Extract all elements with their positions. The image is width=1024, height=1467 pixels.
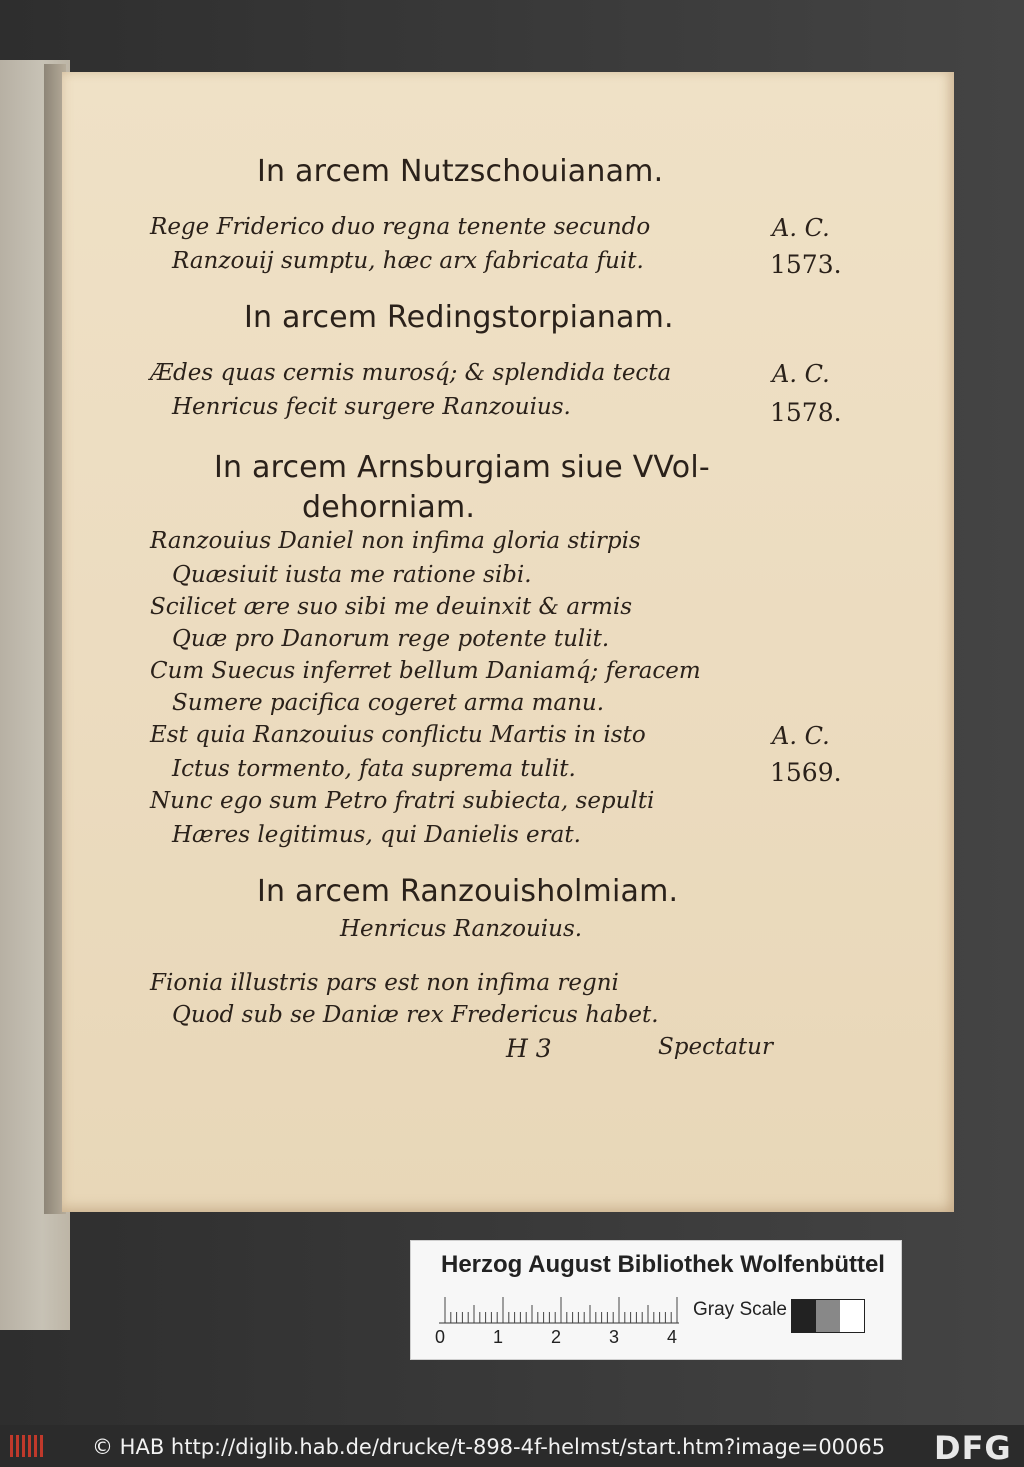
verse-line: Quod sub se Daniæ rex Fredericus habet. (172, 1002, 659, 1028)
verse-line: Hæres legitimus, qui Danielis erat. (172, 822, 581, 848)
author-name: Henricus Ranzouius. (340, 916, 583, 942)
ruler-scale (439, 1295, 679, 1325)
anno-label: A. C. (772, 722, 830, 750)
verse-line: Sumere pacifica cogeret arma manu. (172, 690, 605, 716)
library-label-card (410, 1240, 902, 1360)
hab-logo-icon (8, 1431, 48, 1461)
heading-redingstorpianam: In arcem Redingstorpianam. (244, 300, 674, 335)
year: 1578. (770, 398, 842, 427)
heading-ranzouisholmiam: In arcem Ranzouisholmiam. (257, 874, 679, 909)
year: 1569. (770, 758, 842, 787)
ruler-number: 1 (493, 1327, 504, 1347)
ruler-number: 2 (551, 1327, 562, 1347)
verse-line: Quæ pro Danorum rege potente tulit. (172, 626, 610, 652)
verse-line: Nunc ego sum Petro fratri subiecta, sepulti (150, 788, 655, 814)
year: 1573. (770, 250, 842, 279)
copyright-url[interactable]: © HAB http://diglib.hab.de/drucke/t-898-4f-helmst/start.htm?image=00065 (92, 1435, 886, 1459)
heading-arnsburgiam: In arcem Arnsburgiam siue VVol- (214, 450, 710, 485)
anno-label: A. C. (772, 214, 830, 242)
ruler-number: 0 (435, 1327, 446, 1347)
verse-line: Rege Friderico duo regna tenente secundo (150, 214, 651, 240)
footer-bar (0, 1425, 1024, 1467)
verse-line: Ictus tormento, fata suprema tulit. (172, 756, 576, 782)
ruler-number: 4 (667, 1327, 678, 1347)
anno-label: A. C. (772, 360, 830, 388)
verse-line: Henricus fecit surgere Ranzouius. (172, 394, 571, 420)
ruler-number: 3 (609, 1327, 620, 1347)
verse-line: Scilicet ære suo sibi me deuinxit & armis (150, 594, 633, 620)
verse-line: Ædes quas cernis murosq́; & splendida tecta (150, 360, 672, 386)
verse-line: Fionia illustris pars est non infima regni (150, 970, 619, 996)
gray-scale-label: Gray Scale (693, 1299, 787, 1320)
verse-line: Ranzouius Daniel non infima gloria stirpis (150, 528, 641, 554)
dfg-logo: DFG (934, 1429, 1012, 1467)
catchword: Spectatur (658, 1034, 773, 1060)
heading-nutzschouianam: In arcem Nutzschouianam. (257, 154, 664, 189)
verse-line: Quæsiuit iusta me ratione sibi. (172, 562, 532, 588)
book-page (62, 72, 954, 1212)
verse-line: Ranzouij sumptu, hæc arx fabricata fuit. (172, 248, 644, 274)
verse-line: Est quia Ranzouius conflictu Martis in isto (150, 722, 646, 748)
gray-scale-swatch (791, 1299, 865, 1333)
library-name: Herzog August Bibliothek Wolfenbüttel (441, 1251, 885, 1278)
heading-arnsburgiam-cont: dehorniam. (302, 490, 476, 525)
signature-mark: H 3 (506, 1034, 552, 1063)
verse-line: Cum Suecus inferret bellum Daniamq́; feracem (150, 658, 701, 684)
